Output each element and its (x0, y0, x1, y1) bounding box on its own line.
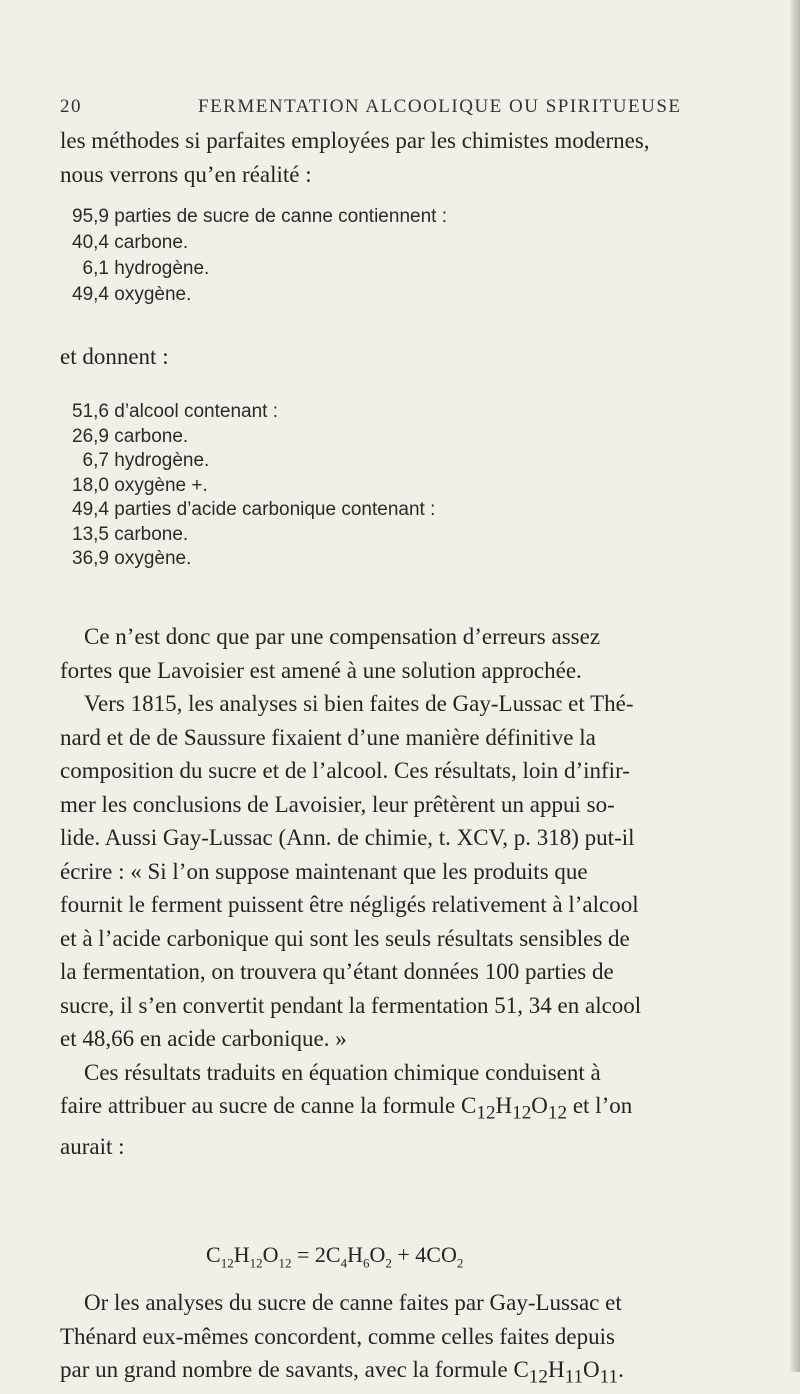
text-line: Vers 1815, les analyses si bien faites de Gay-Lussac et Thé- (84, 691, 634, 716)
body-text (60, 620, 760, 1164)
chemical-equation: $C_{12}H_{12}O_{12} = 2C_4H_6O_2 + 4CO_2$ (206, 1242, 464, 1271)
text-line: sucre, il s’en convertit pendant la fermentation 51, 34 en alcool (60, 992, 642, 1018)
products-composition-list (72, 400, 712, 572)
page-edge-shadow (790, 0, 800, 1372)
text-line: fournit le ferment puissent être négligés relativement à l’alcool (60, 892, 639, 917)
list-item: 18,0 oxygène +. (72, 474, 208, 496)
sugar-composition-list (72, 204, 712, 308)
list-item: 49,4 oxygène. (72, 284, 192, 305)
intro-text (60, 124, 760, 191)
text-line: mer les conclusions de Lavoisier, leur prêtèrent un appui so- (60, 791, 615, 817)
final-formula: $C_{12}H_{11}O_{11}$. (513, 1357, 624, 1388)
text-line: Ce n’est donc que par une compensation d’erreurs assez (84, 624, 601, 649)
text-line: aurait : (60, 1134, 125, 1160)
text-line: les méthodes si parfaites employées par les chimistes modernes, (60, 128, 650, 153)
text-line: composition du sucre et de l’alcool. Ces résultats, loin d’infir- (60, 758, 630, 783)
running-title: FERMENTATION ALCOOLIQUE OU SPIRITUEUSE (198, 96, 682, 117)
list-item: 6,1 hydrogène. (72, 258, 210, 279)
list-item: 49,4 parties d’acide carbonique contenant : (72, 499, 436, 520)
text-line: Or les analyses du sucre de canne faites par Gay-Lussac et (84, 1290, 622, 1315)
text-line: et à l’acide carbonique qui sont les seuls résultats sensibles de (60, 925, 630, 951)
list-item: 95,9 parties de sucre de canne contiennent : (72, 206, 447, 227)
et-donnent-line (60, 340, 760, 374)
closing-text (60, 1286, 760, 1394)
text-line: Thénard eux-mêmes concordent, comme celles faites depuis (60, 1323, 615, 1349)
text-line: Ces résultats traduits en équation chimique conduisent à (84, 1059, 601, 1085)
text-line: par un grand nombre de savants, avec la formule $C_{12}H_{11}O_{11}$. (60, 1357, 624, 1388)
text-line: fortes que Lavoisier est amené à une solution approchée. (60, 657, 582, 683)
text-line: nard et de de Saussure fixaient d’une manière définitive la (60, 724, 596, 750)
text-line: écrire : « Si l’on suppose maintenant que les produits que (60, 858, 588, 884)
text-line: faire attribuer au sucre de canne la formule $C_{12}H_{12}O_{12}$ et l’on (60, 1093, 633, 1124)
text-line: lide. Aussi Gay-Lussac (Ann. de chimie, t. XCV, p. 318) put-il (60, 825, 635, 850)
list-item: 51,6 d’alcool contenant : (72, 401, 278, 422)
text-line: et donnent : (60, 344, 169, 369)
page-number: 20 (60, 96, 82, 117)
text-line: et 48,66 en acide carbonique. » (60, 1026, 347, 1051)
sugar-formula: $C_{12}H_{12}O_{12}$ (461, 1093, 568, 1124)
list-item: 40,4 carbone. (72, 232, 189, 253)
text-line: la fermentation, on trouvera qu’étant données 100 parties de (60, 959, 614, 984)
list-item: 13,5 carbone. (72, 523, 189, 545)
list-item: 26,9 carbone. (72, 425, 189, 447)
list-item: 36,9 oxygène. (72, 548, 192, 569)
text-line: nous verrons qu’en réalité : (60, 161, 312, 187)
list-item: 6,7 hydrogène. (72, 450, 210, 471)
